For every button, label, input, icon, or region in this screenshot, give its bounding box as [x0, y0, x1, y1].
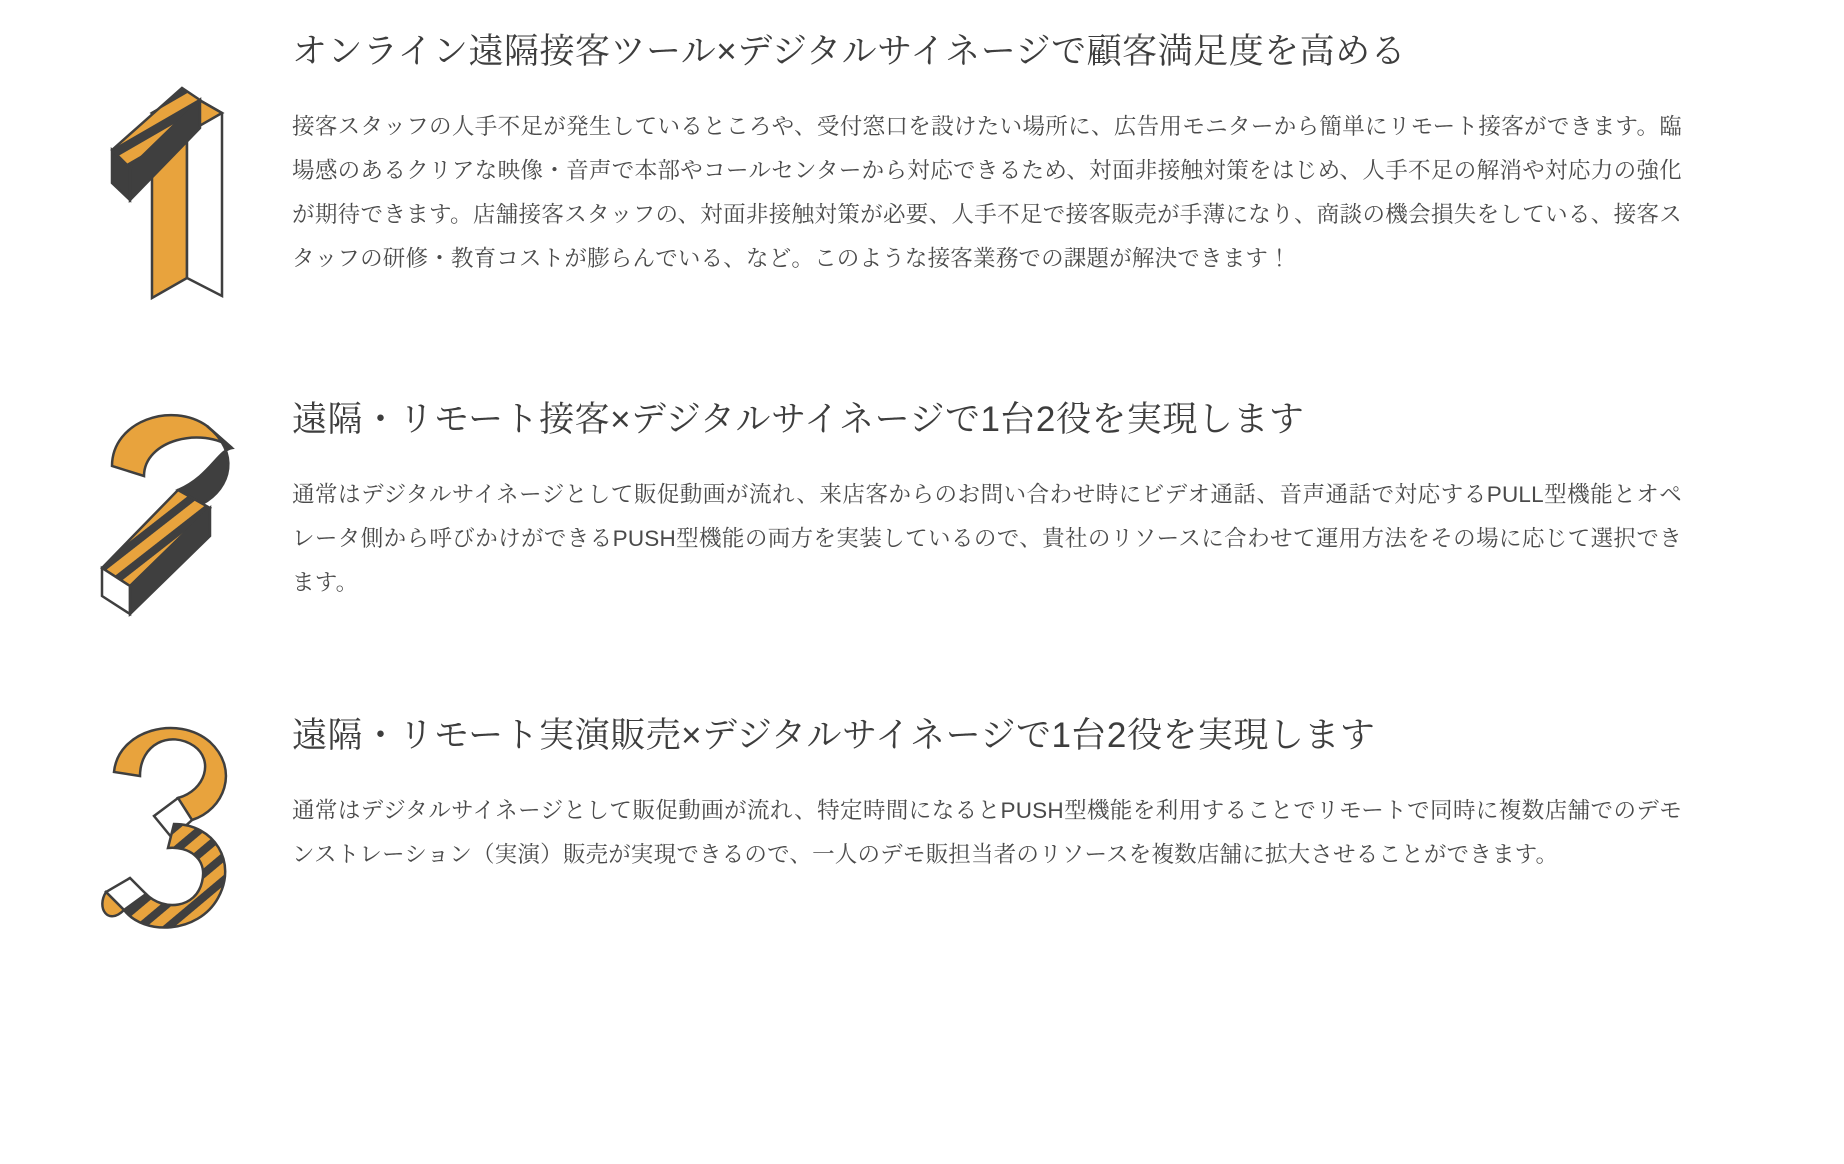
- feature-title-3: 遠隔・リモート実演販売×デジタルサイネージで1台2役を実現します: [292, 716, 1376, 755]
- number-two-isometric-icon: [82, 396, 262, 626]
- feature-text-3: [292, 712, 1722, 877]
- feature-section-2: [0, 318, 1844, 626]
- feature-body-1: 接客スタッフの人手不足が発生しているところや、受付窓口を設けたい場所に、広告用モニターから簡単にリモート接客ができます。臨場感のあるクリアな映像・音声で本部やコールセンターから対応できるため、対面非接触対策をはじめ、人手不足の解消や対応力の強化が期待できます。店舗接客スタッフの、対面非接触対策が必要、人手不足で接客販売が手薄になり、商談の機会損失をしている、接客スタッフの研修・教育コストが膨らんでいる、など。このような接客業務での課題が解決できます！: [292, 114, 1682, 271]
- feature-body-2: 通常はデジタルサイネージとして販促動画が流れ、来店客からのお問い合わせ時にビデオ通話、音声通話で対応するPULL型機能とオペレータ側から呼びかけができるPUSH型機能の両方を実装しているので、貴社のリソースに合わせて運用方法をその場に応じて選択できます。: [292, 482, 1682, 595]
- feature-title-1: オンライン遠隔接客ツール×デジタルサイネージで顧客満足度を高める: [292, 32, 1407, 71]
- feature-section-3: [0, 626, 1844, 952]
- numeral-1-graphic: [52, 28, 292, 318]
- feature-text-1: [292, 28, 1722, 281]
- feature-section-1: [0, 0, 1844, 318]
- number-three-isometric-icon: [82, 712, 262, 952]
- feature-title-2: 遠隔・リモート接客×デジタルサイネージで1台2役を実現します: [292, 400, 1305, 439]
- number-one-isometric-icon: [82, 28, 262, 318]
- feature-body-3: 通常はデジタルサイネージとして販促動画が流れ、特定時間になるとPUSH型機能を利用することでリモートで同時に複数店舗でのデモンストレーション（実演）販売が実現できるので、一人のデモ販担当者のリソースを複数店舗に拡大させることができます。: [292, 798, 1682, 868]
- feature-text-2: [292, 396, 1722, 605]
- numeral-3-graphic: [52, 712, 292, 952]
- numeral-2-graphic: [52, 396, 292, 626]
